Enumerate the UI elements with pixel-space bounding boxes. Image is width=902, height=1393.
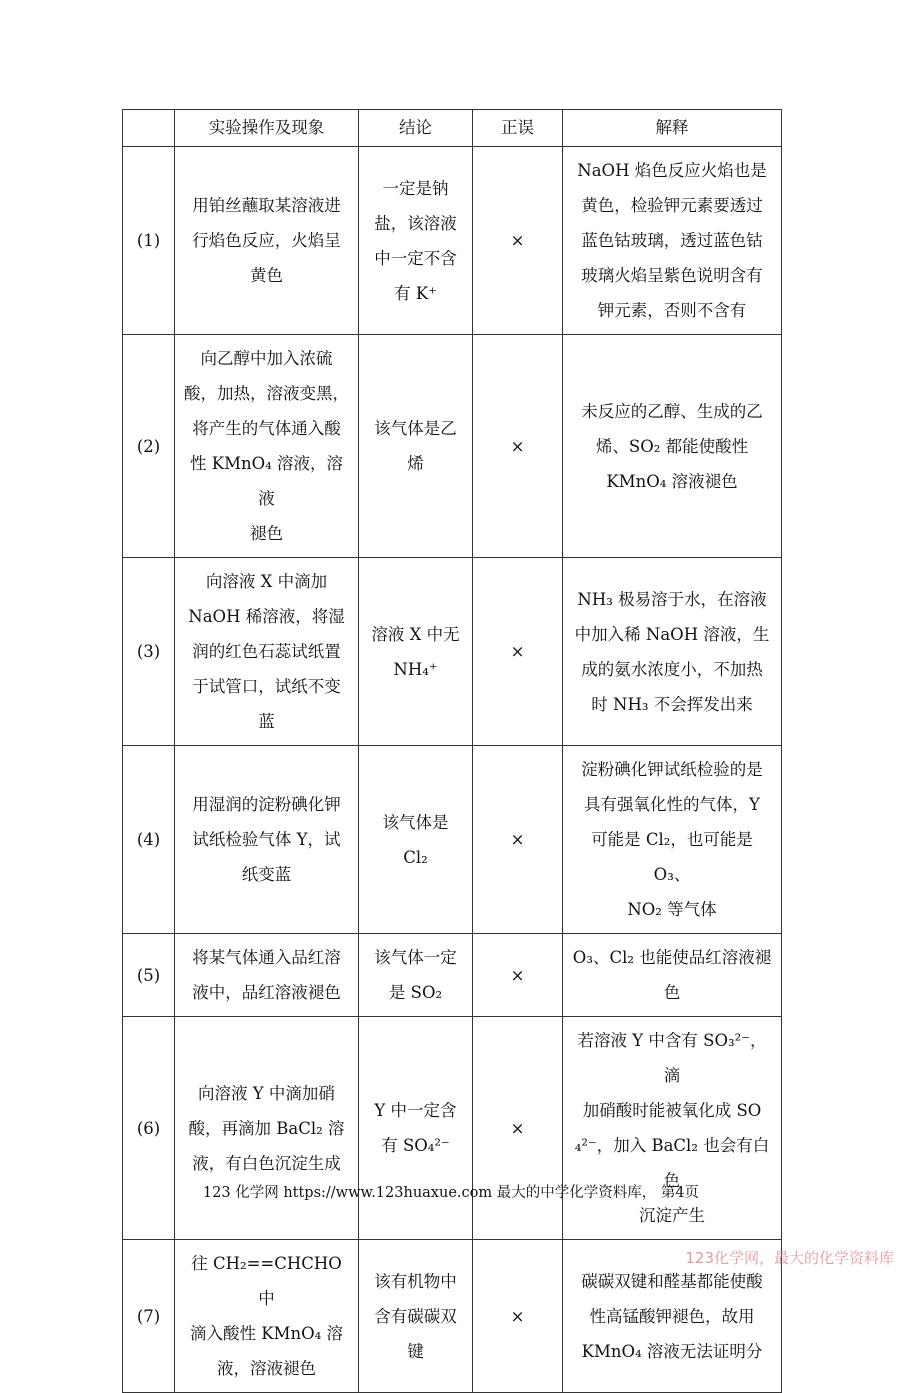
- conclusion-line: 含有碳碳双: [374, 1306, 457, 1326]
- explanation-line: 加硝酸时能被氧化成 SO: [582, 1101, 762, 1120]
- verdict-mark: ×: [510, 231, 525, 250]
- verdict-cell: [473, 335, 563, 558]
- conclusion-line: 一定是钠: [382, 178, 449, 198]
- operation-line: 往 CH₂==CHCHO 中: [191, 1254, 342, 1308]
- header-verdict: 正误: [473, 110, 563, 147]
- explanation-line: KMnO₄ 溶液无法证明分: [581, 1341, 763, 1361]
- operation-line: 于试管口，试纸不变: [192, 677, 341, 696]
- verdict-mark: ×: [510, 965, 525, 985]
- conclusion-line: 盐，该溶液: [374, 213, 457, 233]
- conclusion-line: Cl₂: [403, 847, 428, 867]
- row-index-label: (1): [136, 231, 161, 250]
- operation-line: 试纸检验气体 Y，试: [192, 830, 341, 849]
- conclusion-line: 溶液 X 中无: [371, 624, 460, 644]
- operation-cell: [175, 1240, 359, 1393]
- explanation-line: 性高锰酸钾褪色，故用: [589, 1306, 755, 1326]
- verdict-mark: ×: [510, 642, 525, 661]
- explanation-line: 若溶液 Y 中含有 SO₃²⁻，滴: [577, 1031, 767, 1085]
- operation-line: NaOH 稀溶液，将湿: [188, 607, 345, 626]
- watermark: 123化学网，最大的化学资料库: [685, 1249, 894, 1267]
- operation-line: 将产生的气体通入酸: [192, 419, 341, 438]
- conclusion-cell: [359, 1017, 473, 1240]
- table-row: [123, 1240, 782, 1393]
- operation-line: 酸，再滴加 BaCl₂ 溶: [188, 1118, 345, 1138]
- explanation-cell: [563, 335, 782, 558]
- operation-line: 润的红色石蕊试纸置: [192, 642, 341, 661]
- conclusion-line: 有 K⁺: [394, 283, 437, 303]
- operation-line: 液，有白色沉淀生成: [192, 1153, 341, 1173]
- table-row: [123, 558, 782, 746]
- row-index-label: (4): [136, 830, 161, 849]
- table-row: [123, 1017, 782, 1240]
- row-index: [123, 1017, 175, 1240]
- explanation-cell: [563, 934, 782, 1017]
- operation-line: 性 KMnO₄ 溶液，溶液: [190, 454, 343, 508]
- explanation-line: 玻璃火焰呈紫色说明含有: [581, 266, 763, 285]
- operation-line: 用铂丝蘸取某溶液进: [192, 196, 341, 215]
- conclusion-line: 中一定不含: [374, 248, 457, 268]
- operation-line: 褪色: [250, 524, 283, 543]
- verdict-cell: [473, 1017, 563, 1240]
- operation-line: 液中，品红溶液褪色: [192, 983, 341, 1002]
- verdict-mark: ×: [510, 436, 525, 456]
- conclusion-cell: [359, 335, 473, 558]
- explanation-line: O₃、Cl₂ 也能使品红溶液褪: [572, 948, 772, 967]
- explanation-line: ₄²⁻，加入 BaCl₂ 也会有白色: [574, 1136, 770, 1190]
- row-index: [123, 1240, 175, 1393]
- explanation-line: 具有强氧化性的气体，Y: [584, 795, 760, 814]
- conclusion-cell: [359, 147, 473, 335]
- verdict-cell: [473, 558, 563, 746]
- explanation-line: 色: [663, 983, 681, 1002]
- verdict-mark: ×: [510, 1118, 525, 1138]
- table-row: [123, 147, 782, 335]
- conclusion-cell: [359, 934, 473, 1017]
- operation-line: 蓝: [258, 712, 275, 731]
- operation-line: 液，溶液褪色: [217, 1359, 316, 1378]
- row-index-label: (3): [136, 642, 161, 661]
- operation-cell: [175, 934, 359, 1017]
- table-header-row: [123, 110, 782, 147]
- row-index-label: (7): [136, 1306, 161, 1326]
- operation-line: 向溶液 Y 中滴加硝: [198, 1083, 335, 1103]
- operation-line: 酸，加热，溶液变黑，: [184, 384, 349, 403]
- header-conclusion: 结论: [359, 110, 473, 147]
- header-index: [123, 110, 175, 147]
- operation-line: 行焰色反应，火焰呈: [192, 231, 341, 250]
- operation-cell: [175, 746, 359, 934]
- verdict-mark: ×: [510, 1306, 525, 1326]
- explanation-line: 蓝色钴玻璃，透过蓝色钴: [581, 231, 763, 250]
- table-row: [123, 934, 782, 1017]
- verdict-cell: [473, 934, 563, 1017]
- conclusion-line: 该有机物中: [374, 1271, 457, 1291]
- conclusion-line: 该气体是: [382, 812, 449, 832]
- verdict-cell: [473, 746, 563, 934]
- explanation-cell: [563, 147, 782, 335]
- row-index: [123, 147, 175, 335]
- explanation-cell: [563, 746, 782, 934]
- operation-line: 向溶液 X 中滴加: [205, 572, 328, 591]
- explanation-cell: [563, 558, 782, 746]
- explanation-line: 沉淀产生: [639, 1206, 705, 1225]
- explanation-line: KMnO₄ 溶液褪色: [606, 471, 738, 491]
- explanation-line: 钾元素，否则不含有: [597, 301, 747, 320]
- explanation-line: NH₃ 极易溶于水，在溶液: [577, 589, 767, 609]
- conclusion-cell: [359, 746, 473, 934]
- conclusion-line: NH₄⁺: [393, 659, 438, 679]
- operation-cell: [175, 1017, 359, 1240]
- explanation-line: 烯、SO₂ 都能使酸性: [595, 436, 749, 456]
- explanation-line: 时 NH₃ 不会挥发出来: [591, 694, 753, 714]
- operation-line: 向乙醇中加入浓硫: [200, 349, 333, 368]
- explanation-line: 成的氨水浓度小，不加热: [581, 659, 763, 679]
- explanation-line: 淀粉碘化钾试纸检验的是: [581, 760, 763, 779]
- verdict-cell: [473, 147, 563, 335]
- header-operation: 实验操作及现象: [175, 110, 359, 147]
- explanation-line: 碳碳双键和醛基都能使酸: [581, 1271, 763, 1291]
- explanation-line: 中加入稀 NaOH 溶液，生: [574, 624, 770, 644]
- conclusion-line: Y 中一定含: [374, 1101, 457, 1120]
- operation-line: 纸变蓝: [241, 865, 292, 884]
- conclusion-line: 有 SO₄²⁻: [381, 1136, 450, 1155]
- operation-cell: [175, 558, 359, 746]
- conclusion-cell: [359, 1240, 473, 1393]
- table-row: [123, 746, 782, 934]
- explanation-line: 可能是 Cl₂，也可能是 O₃、: [591, 830, 753, 884]
- conclusion-line: 是 SO₂: [388, 983, 443, 1002]
- table-row: [123, 335, 782, 558]
- page-footer: 123 化学网 https://www.123huaxue.com 最大的中学化学资料库， 第4页: [202, 1185, 700, 1201]
- conclusion-line: 该气体一定: [374, 948, 457, 967]
- verdict-cell: [473, 1240, 563, 1393]
- operation-line: 黄色: [250, 266, 283, 285]
- row-index: [123, 335, 175, 558]
- explanation-line: 黄色，检验钾元素要透过: [581, 196, 763, 215]
- row-index: [123, 558, 175, 746]
- explanation-line: NaOH 焰色反应火焰也是: [577, 161, 767, 180]
- operation-line: 滴入酸性 KMnO₄ 溶: [190, 1324, 343, 1343]
- explanation-line: 未反应的乙醇、生成的乙: [581, 401, 763, 421]
- verdict-mark: ×: [510, 830, 525, 849]
- row-index-label: (2): [136, 436, 161, 456]
- operation-line: 将某气体通入品红溶: [192, 948, 341, 967]
- header-explanation: 解释: [563, 110, 782, 147]
- operation-line: 用湿润的淀粉碘化钾: [192, 795, 341, 814]
- conclusion-line: 烯: [407, 454, 424, 473]
- explanation-cell: [563, 1017, 782, 1240]
- operation-cell: [175, 335, 359, 558]
- operation-cell: [175, 147, 359, 335]
- row-index: [123, 746, 175, 934]
- conclusion-cell: [359, 558, 473, 746]
- row-index-label: (6): [136, 1118, 161, 1138]
- row-index-label: (5): [136, 965, 161, 985]
- conclusion-line: 键: [407, 1341, 424, 1361]
- conclusion-line: 该气体是乙: [374, 419, 457, 438]
- explanation-line: NO₂ 等气体: [627, 900, 717, 919]
- row-index: [123, 934, 175, 1017]
